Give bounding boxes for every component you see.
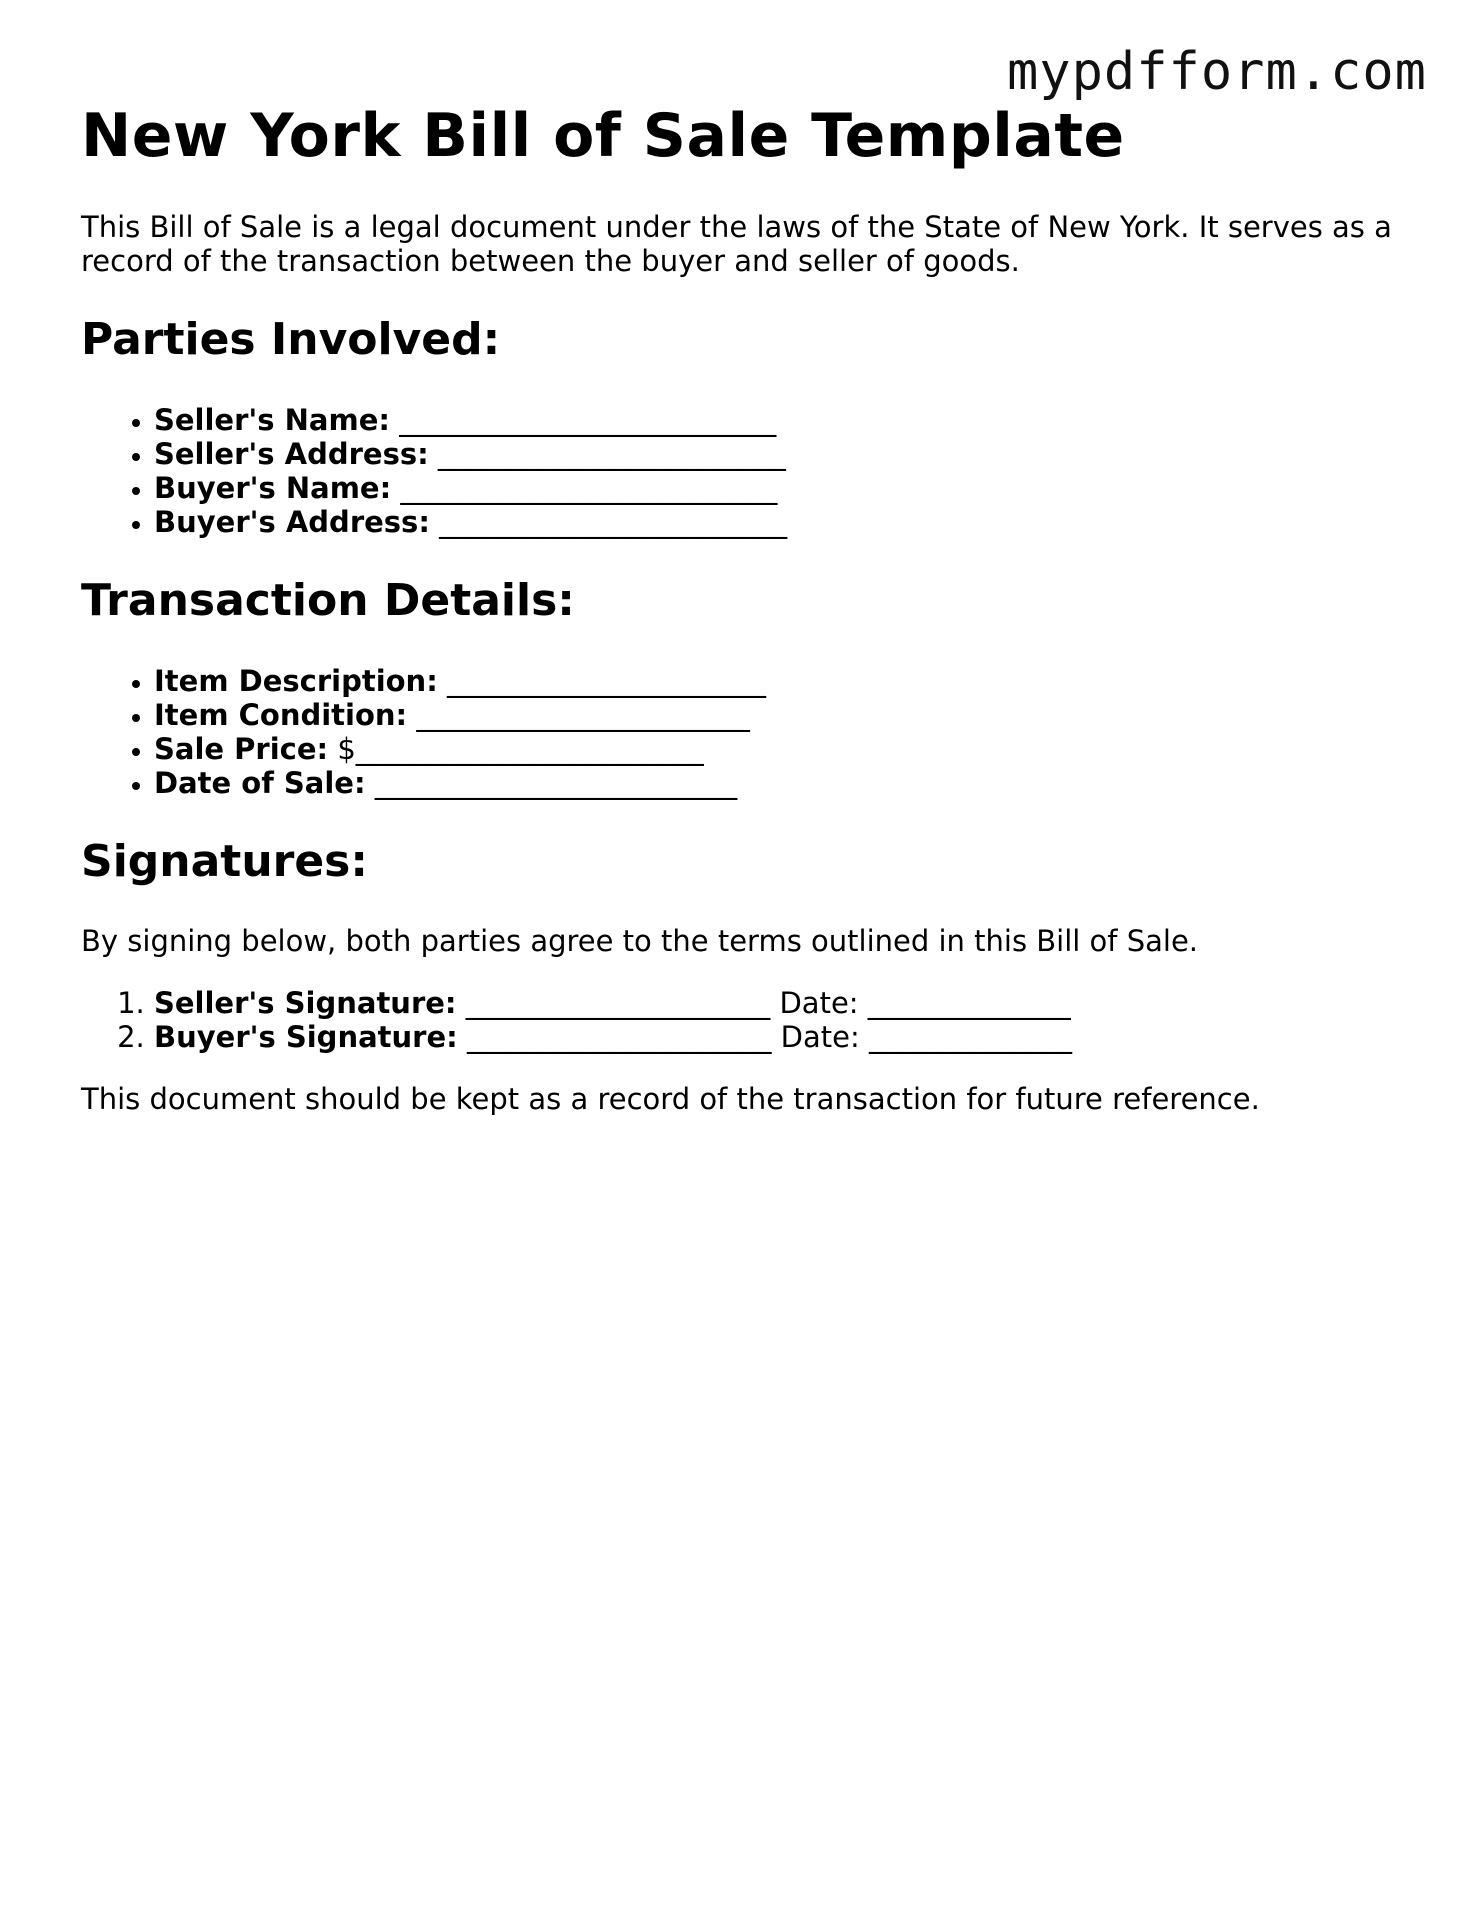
- field-label: Buyer's Address:: [154, 504, 430, 539]
- field-label: Sale Price:: [154, 731, 329, 766]
- buyer-name-field[interactable]: __________________________: [400, 470, 778, 505]
- closing-paragraph: This document should be kept as a record of the transaction for future reference.: [81, 1082, 1260, 1117]
- field-label: Item Condition:: [154, 697, 408, 732]
- signatures-heading: Signatures:: [81, 835, 368, 887]
- list-item: [154, 505, 1401, 539]
- list-item: [154, 664, 1401, 698]
- list-item: [154, 732, 1401, 766]
- item-condition-field[interactable]: _______________________: [416, 697, 750, 732]
- buyer-address-field[interactable]: ________________________: [439, 504, 788, 539]
- field-label: Buyer's Name:: [154, 470, 392, 505]
- signatures-list: [81, 986, 1401, 1054]
- list-item: [154, 1020, 1401, 1054]
- list-item: [154, 437, 1401, 471]
- page-title: New York Bill of Sale Template: [81, 101, 1125, 171]
- transaction-heading: Transaction Details:: [81, 574, 575, 626]
- buyer-signature-field[interactable]: _____________________ Date: ______________: [466, 1020, 1072, 1055]
- field-label: Item Description:: [154, 663, 438, 698]
- date-of-sale-field[interactable]: _________________________: [374, 765, 738, 800]
- field-label: Date of Sale:: [154, 765, 366, 800]
- list-item: [154, 403, 1401, 437]
- seller-signature-field[interactable]: _____________________ Date: ______________: [465, 986, 1071, 1021]
- sale-price-field[interactable]: $________________________: [337, 731, 704, 766]
- watermark: mypdfform.com: [1007, 42, 1427, 102]
- parties-list: [81, 403, 1401, 539]
- list-item: [154, 986, 1401, 1020]
- seller-address-field[interactable]: ________________________: [437, 436, 786, 471]
- list-item: [154, 766, 1401, 800]
- signatures-intro: By signing below, both parties agree to the terms outlined in this Bill of Sale.: [81, 924, 1199, 959]
- field-label: Seller's Address:: [154, 436, 429, 471]
- list-item: [154, 698, 1401, 732]
- list-item: [154, 471, 1401, 505]
- field-label: Seller's Signature:: [154, 986, 457, 1021]
- seller-name-field[interactable]: __________________________: [399, 402, 777, 437]
- transaction-list: [81, 664, 1401, 800]
- parties-heading: Parties Involved:: [81, 314, 501, 365]
- intro-paragraph: This Bill of Sale is a legal document under the laws of the State of New York. It serves as a record of the transaction between the buyer and seller of goods.: [81, 210, 1392, 278]
- field-label: Seller's Name:: [154, 402, 390, 437]
- document-body: [81, 100, 1401, 1116]
- field-label: Buyer's Signature:: [154, 1020, 458, 1055]
- item-description-field[interactable]: ______________________: [447, 663, 767, 698]
